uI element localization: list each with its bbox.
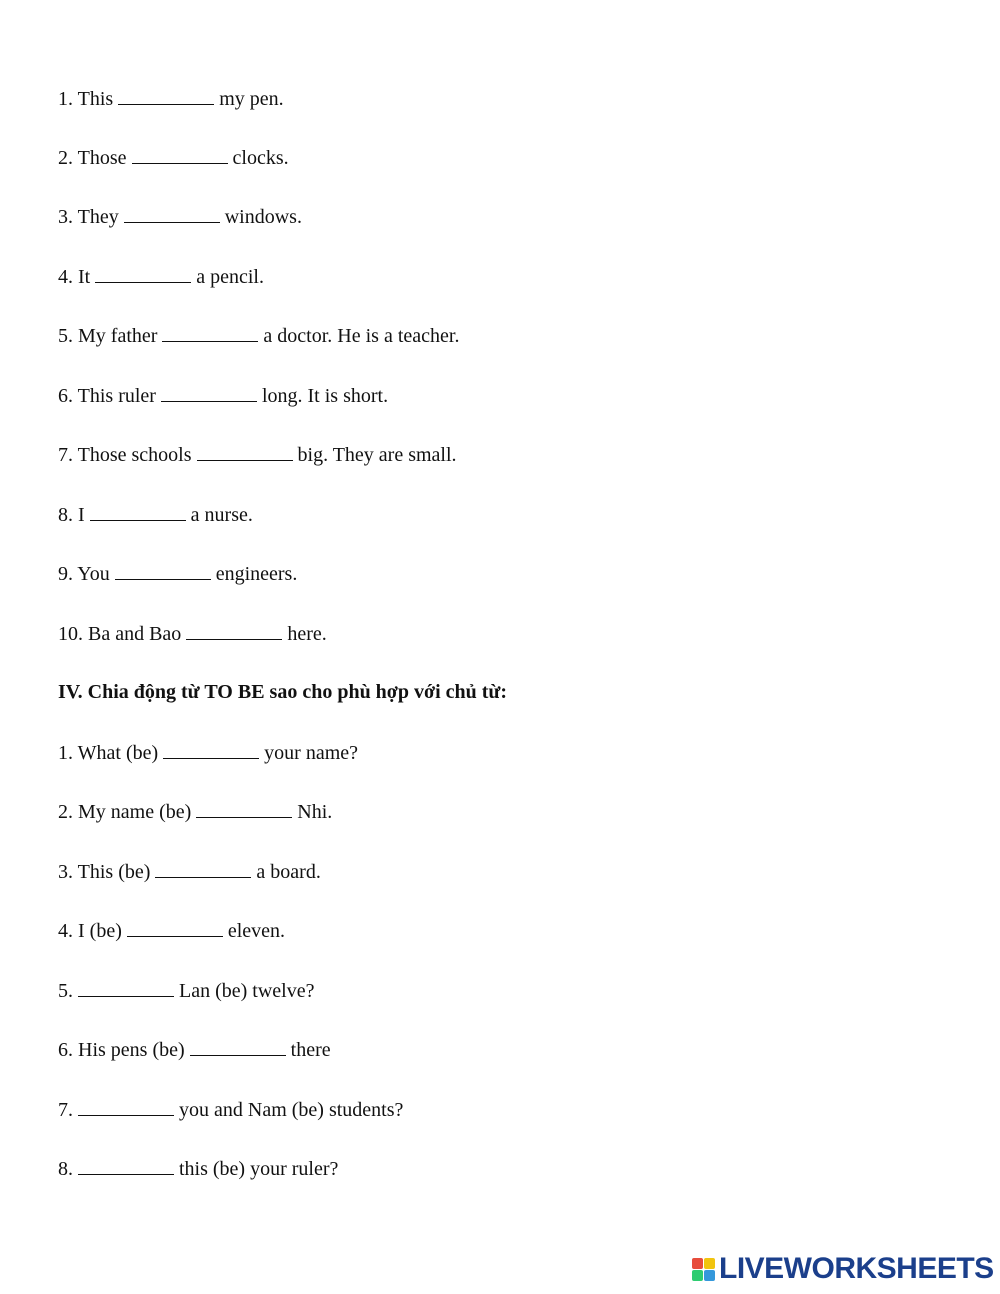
answer-blank[interactable] — [186, 621, 282, 640]
item-prefix: 1. This — [58, 88, 114, 110]
item-suffix: Lan (be) twelve? — [179, 980, 315, 1002]
answer-blank[interactable] — [118, 86, 214, 105]
item-prefix: 2. Those — [58, 147, 127, 169]
answer-blank[interactable] — [78, 1156, 174, 1175]
item-prefix: 6. His pens (be) — [58, 1039, 185, 1061]
item-suffix: a nurse. — [190, 504, 253, 526]
section-heading: IV. Chia động từ TO BE sao cho phù hợp với chủ từ: — [58, 681, 508, 703]
item-prefix: 1. What (be) — [58, 742, 159, 764]
exercise-item — [58, 561, 297, 586]
item-suffix: a pencil. — [196, 266, 264, 288]
answer-blank[interactable] — [132, 145, 228, 164]
item-prefix: 8. I — [58, 504, 85, 526]
item-prefix: 7. Those schools — [58, 444, 192, 466]
logo-square-blue — [704, 1270, 715, 1281]
item-prefix: 4. It — [58, 266, 91, 288]
answer-blank[interactable] — [161, 383, 257, 402]
item-suffix: engineers. — [215, 563, 298, 585]
liveworksheets-logo — [692, 1252, 994, 1286]
exercise-item — [58, 740, 358, 765]
exercise-item — [58, 86, 284, 111]
logo-squares-icon — [692, 1258, 715, 1281]
item-prefix: 5. — [58, 980, 73, 1002]
answer-blank[interactable] — [190, 1037, 286, 1056]
item-suffix: here. — [287, 623, 327, 645]
logo-square-yellow — [704, 1258, 715, 1269]
item-prefix: 7. — [58, 1099, 73, 1121]
item-suffix: long. It is short. — [261, 385, 389, 407]
answer-blank[interactable] — [95, 264, 191, 283]
exercise-item — [58, 204, 302, 229]
answer-blank[interactable] — [78, 978, 174, 997]
item-suffix: you and Nam (be) students? — [179, 1099, 404, 1121]
exercise-item — [58, 1156, 338, 1181]
item-prefix: 3. This (be) — [58, 861, 151, 883]
item-prefix: 6. This ruler — [58, 385, 156, 407]
exercise-item — [58, 323, 459, 348]
exercise-item — [58, 1037, 331, 1062]
exercise-item — [58, 145, 289, 170]
logo-text: LIVEWORKSHEETS — [719, 1252, 994, 1285]
item-suffix: big. They are small. — [297, 444, 457, 466]
item-prefix: 5. My father — [58, 325, 158, 347]
answer-blank[interactable] — [78, 1097, 174, 1116]
item-suffix: clocks. — [232, 147, 289, 169]
exercise-item — [58, 383, 388, 408]
item-suffix: my pen. — [219, 88, 284, 110]
logo-square-green — [692, 1270, 703, 1281]
answer-blank[interactable] — [127, 918, 223, 937]
exercise-item — [58, 859, 321, 884]
item-suffix: a board. — [256, 861, 321, 883]
exercise-item — [58, 978, 314, 1003]
logo-square-red — [692, 1258, 703, 1269]
item-suffix: eleven. — [227, 920, 286, 942]
exercise-item — [58, 918, 285, 943]
item-prefix: 3. They — [58, 206, 119, 228]
exercise-item — [58, 799, 332, 824]
item-prefix: 9. You — [58, 563, 110, 585]
answer-blank[interactable] — [196, 799, 292, 818]
answer-blank[interactable] — [90, 502, 186, 521]
item-suffix: windows. — [224, 206, 302, 228]
answer-blank[interactable] — [155, 859, 251, 878]
answer-blank[interactable] — [162, 323, 258, 342]
exercise-item — [58, 502, 253, 527]
answer-blank[interactable] — [124, 204, 220, 223]
item-suffix: Nhi. — [297, 801, 333, 823]
exercise-item — [58, 621, 327, 646]
item-suffix: your name? — [264, 742, 359, 764]
item-prefix: 8. — [58, 1158, 73, 1180]
answer-blank[interactable] — [197, 442, 293, 461]
item-prefix: 4. I (be) — [58, 920, 122, 942]
answer-blank[interactable] — [115, 561, 211, 580]
item-suffix: there — [290, 1039, 331, 1061]
exercise-item — [58, 264, 264, 289]
exercise-item — [58, 442, 457, 467]
exercise-item — [58, 1097, 403, 1122]
item-prefix: 10. Ba and Bao — [58, 623, 182, 645]
item-suffix: this (be) your ruler? — [179, 1158, 339, 1180]
answer-blank[interactable] — [163, 740, 259, 759]
item-suffix: a doctor. He is a teacher. — [263, 325, 460, 347]
item-prefix: 2. My name (be) — [58, 801, 192, 823]
